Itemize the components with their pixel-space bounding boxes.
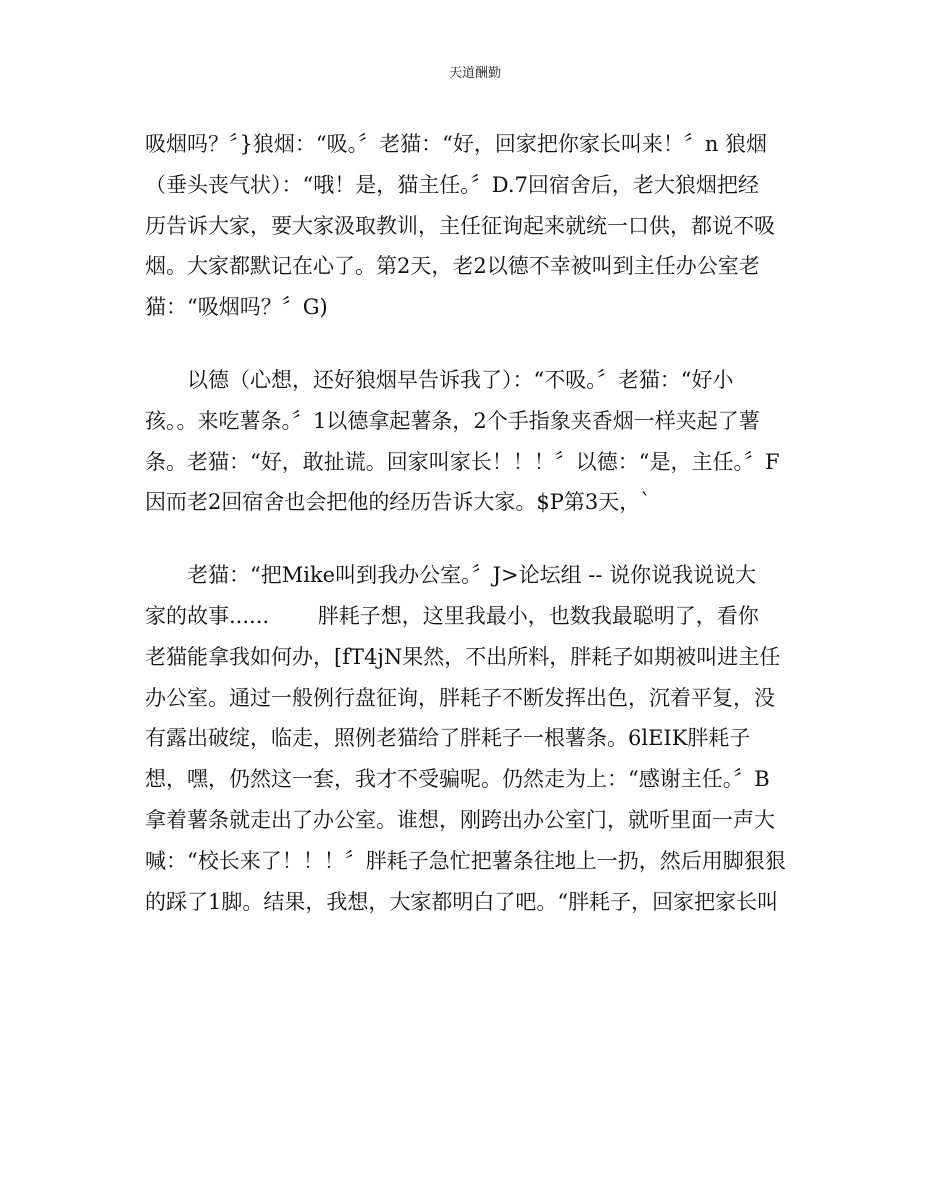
text-line: （垂头丧气状）：“哦！是，猫主任。〞D.7回宿舍后，老大狼烟把经 [145,172,759,197]
page-header: 天道酬勤 [448,66,501,81]
text-line: 条。老猫：“好，敢扯谎。回家叫家长！！！〞以德：“是，主任。〞F [145,449,780,474]
text-line: 喊：“校长来了！！！〞胖耗子急忙把薯条往地上一扔，然后用脚狠狠 [145,848,786,873]
text-line: 因而老2回宿舍也会把他的经历告诉大家。$P第3天，` [145,490,651,515]
paragraph-gap [145,328,815,360]
text-line: 有露出破绽，临走，照例老猫给了胖耗子一根薯条。6lEIK胖耗子 [145,726,751,751]
text-line: 猫：“吸烟吗？〞G) [145,295,328,320]
body-text [145,124,815,922]
text-line: 以德（心想，还好狼烟早告诉我了）：“不吸。〞老猫：“好小 [145,367,734,392]
text-line: 老猫：“把Mike叫到我办公室。〞J>论坛组 -- 说你说我说说大 [145,563,757,588]
text-line: 吸烟吗？〞}狼烟：“吸。〞老猫：“好，回家把你家长叫来！〞n 狼烟 [145,132,768,156]
paragraph-3 [145,555,815,922]
text-line: 家的故事...... 胖耗子想，这里我最小，也数我最聪明了，看你 [145,603,759,628]
text-line: 孩。。来吃薯条。〞1以德拿起薯条，2个手指象夹香烟一样夹起了薯 [145,408,760,433]
paragraph-2 [145,360,815,523]
text-line: 办公室。通过一般例行盘征询，胖耗子不断发挥出色，沉着平复，没 [145,685,775,710]
text-line: 老猫能拿我如何办，[fT4jN果然，不出所料，胖耗子如期被叫进主任 [145,644,781,669]
text-line: 想，嘿，仍然这一套，我才不受骗呢。仍然走为上：“感谢主任。〞B [145,767,770,792]
text-line: 的踩了1脚。结果，我想，大家都明白了吧。“胖耗子，回家把家长叫 [145,889,779,914]
paragraph-gap [145,523,815,555]
text-line: 历告诉大家，要大家汲取教训，主任征询起来就统一口供，都说不吸 [145,213,775,238]
text-line: 拿着薯条就走出了办公室。谁想，刚跨出办公室门，就听里面一声大 [145,807,775,832]
paragraph-1 [145,124,815,328]
text-line: 烟。大家都默记在心了。第2天，老2以德不幸被叫到主任办公室老 [145,254,760,279]
